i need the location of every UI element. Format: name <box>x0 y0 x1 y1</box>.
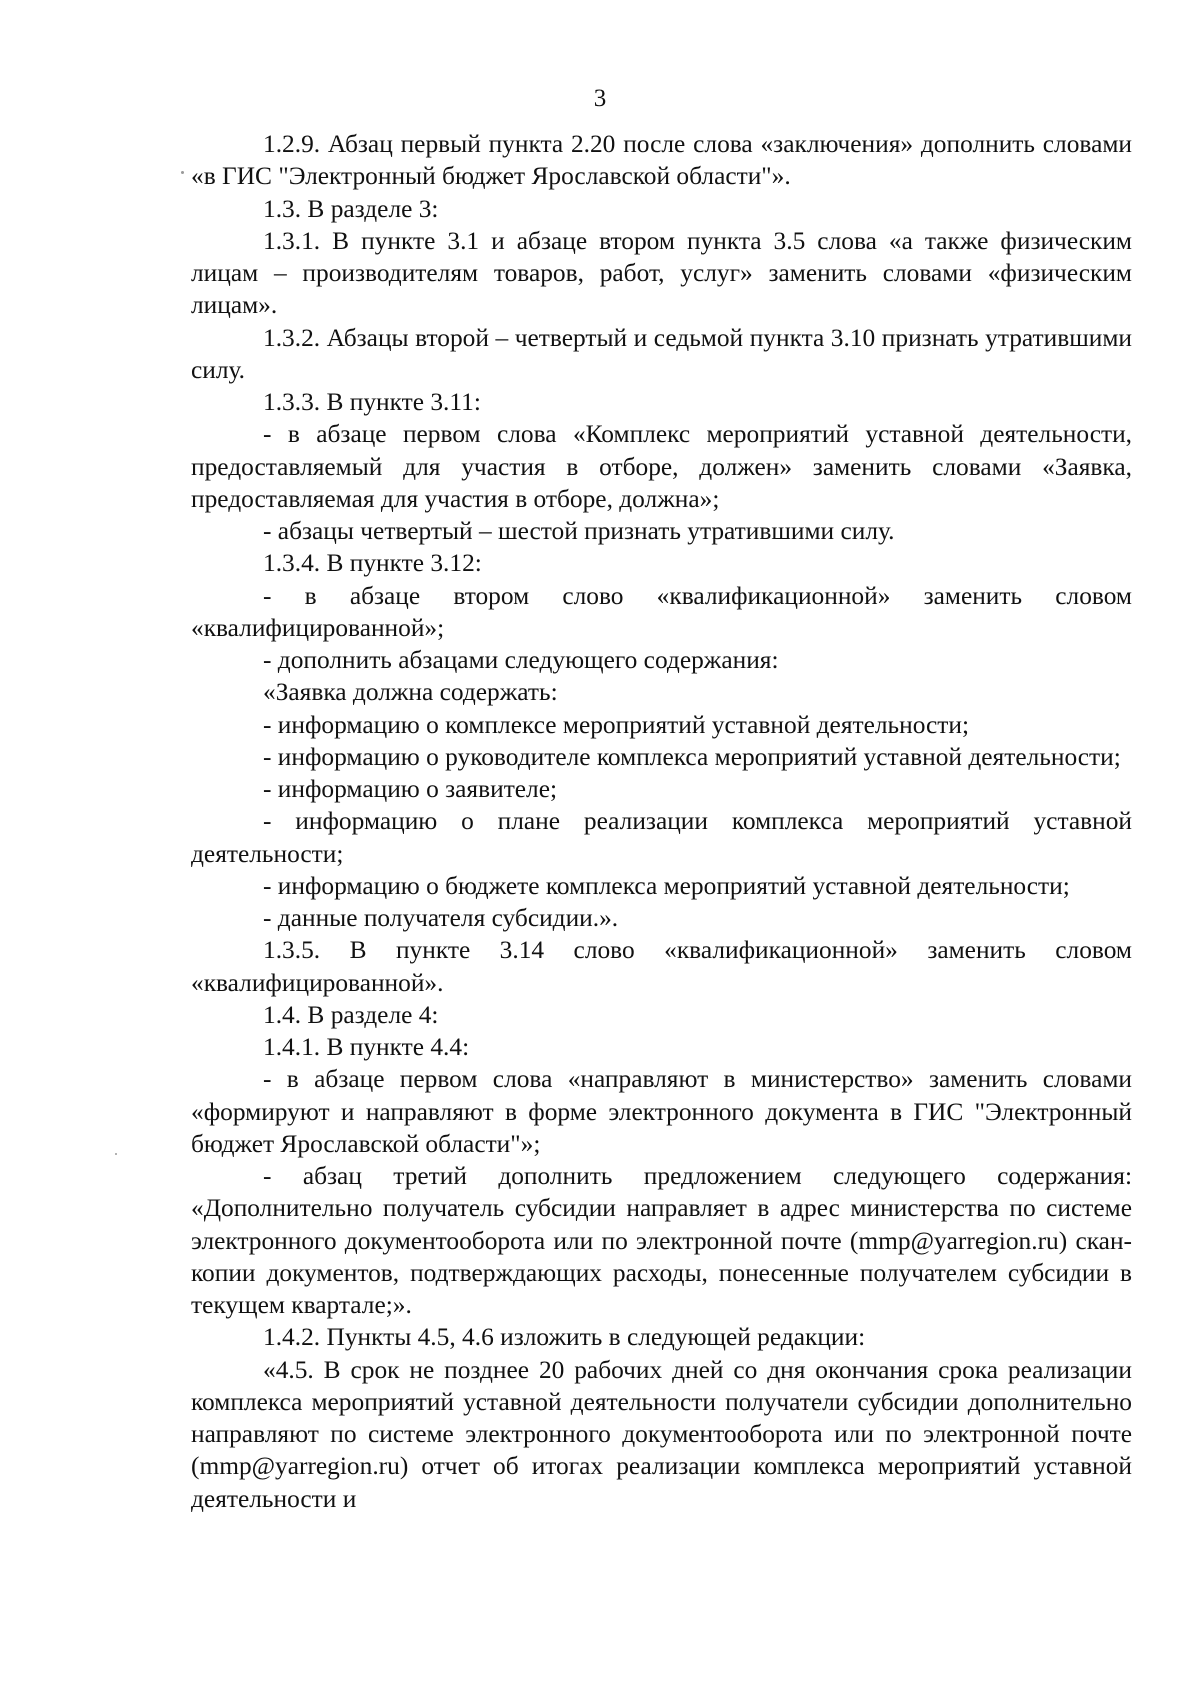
paragraph: 1.4. В разделе 4: <box>263 1000 439 1029</box>
paragraph: 1.3.3. В пункте 3.11: <box>263 388 481 416</box>
paragraph: - информацию о бюджете комплекса мероприятий уставной деятельности; <box>263 871 1070 900</box>
paragraph: 1.2.9. Абзац первый пункта 2.20 после слова «заключения» дополнить словами «в ГИС "Электронный бюджет Ярославской области"». <box>191 130 1132 191</box>
paragraph: - абзацы четвертый – шестой признать утратившими силу. <box>263 517 895 545</box>
paragraph: - в абзаце первом слова «направляют в министерство» заменить словами «формируют и направляют в форме электронного документа в ГИС "Электронный бюджет Ярославской области"»; <box>191 1065 1132 1158</box>
paragraph: «Заявка должна содержать: <box>263 678 558 707</box>
paragraph: - данные получателя субсидии.». <box>263 904 619 932</box>
document-body <box>191 128 1132 1515</box>
paragraph: - абзац третий дополнить предложением следующего содержания: «Дополнительно получатель субсидии направляет в адрес министерства по системе электронного документооборота или по электронной почте (mmp@yarregion.ru) скан-копии документов, подтверждающих расходы, понесенные получателем субсидии в текущем квартале;». <box>191 1162 1132 1319</box>
paragraph: 1.3.5. В пункте 3.14 слово «квалификационной» заменить словом «квалифицированной». <box>191 936 1132 997</box>
paragraph: - в абзаце первом слова «Комплекс мероприятий уставной деятельности, предоставляемый для участия в отборе, должен» заменить словами «Заявка, предоставляемая для участия в отборе, должна»; <box>191 420 1132 513</box>
paragraph: - в абзаце втором слово «квалификационной» заменить словом «квалифицированной»; <box>191 581 1132 642</box>
scan-speck <box>181 171 184 174</box>
paragraph: 1.3.4. В пункте 3.12: <box>263 549 482 578</box>
page-number: 3 <box>593 85 607 112</box>
paragraph: 1.3.1. В пункте 3.1 и абзаце втором пункта 3.5 слова «а также физическим лицам – производителям товаров, работ, услуг» заменить словами «физическим лицам». <box>191 226 1132 320</box>
paragraph: - информацию о плане реализации комплекса мероприятий уставной деятельности; <box>191 807 1132 868</box>
paragraph: 1.4.1. В пункте 4.4: <box>263 1033 470 1061</box>
paragraph: - информацию о заявителе; <box>263 775 558 803</box>
paragraph: - информацию о комплексе мероприятий уставной деятельности; <box>263 710 970 739</box>
scan-speck <box>115 1153 117 1155</box>
paragraph: «4.5. В срок не позднее 20 рабочих дней со дня окончания срока реализации комплекса мероприятий уставной деятельности получатели субсидии дополнительно направляют по системе электронного документооборота или по электронной почте (mmp@yarregion.ru) отчет об итогах реализации комплекса мероприятий уставной деятельности и <box>191 1355 1132 1513</box>
paragraph: - дополнить абзацами следующего содержания: <box>263 646 779 674</box>
paragraph: - информацию о руководителе комплекса мероприятий уставной деятельности; <box>263 742 1121 771</box>
paragraph: 1.3.2. Абзацы второй – четвертый и седьмой пункта 3.10 признать утратившими силу. <box>191 323 1132 384</box>
paragraph: 1.4.2. Пункты 4.5, 4.6 изложить в следующей редакции: <box>263 1323 866 1352</box>
paragraph: 1.3. В разделе 3: <box>263 194 439 223</box>
